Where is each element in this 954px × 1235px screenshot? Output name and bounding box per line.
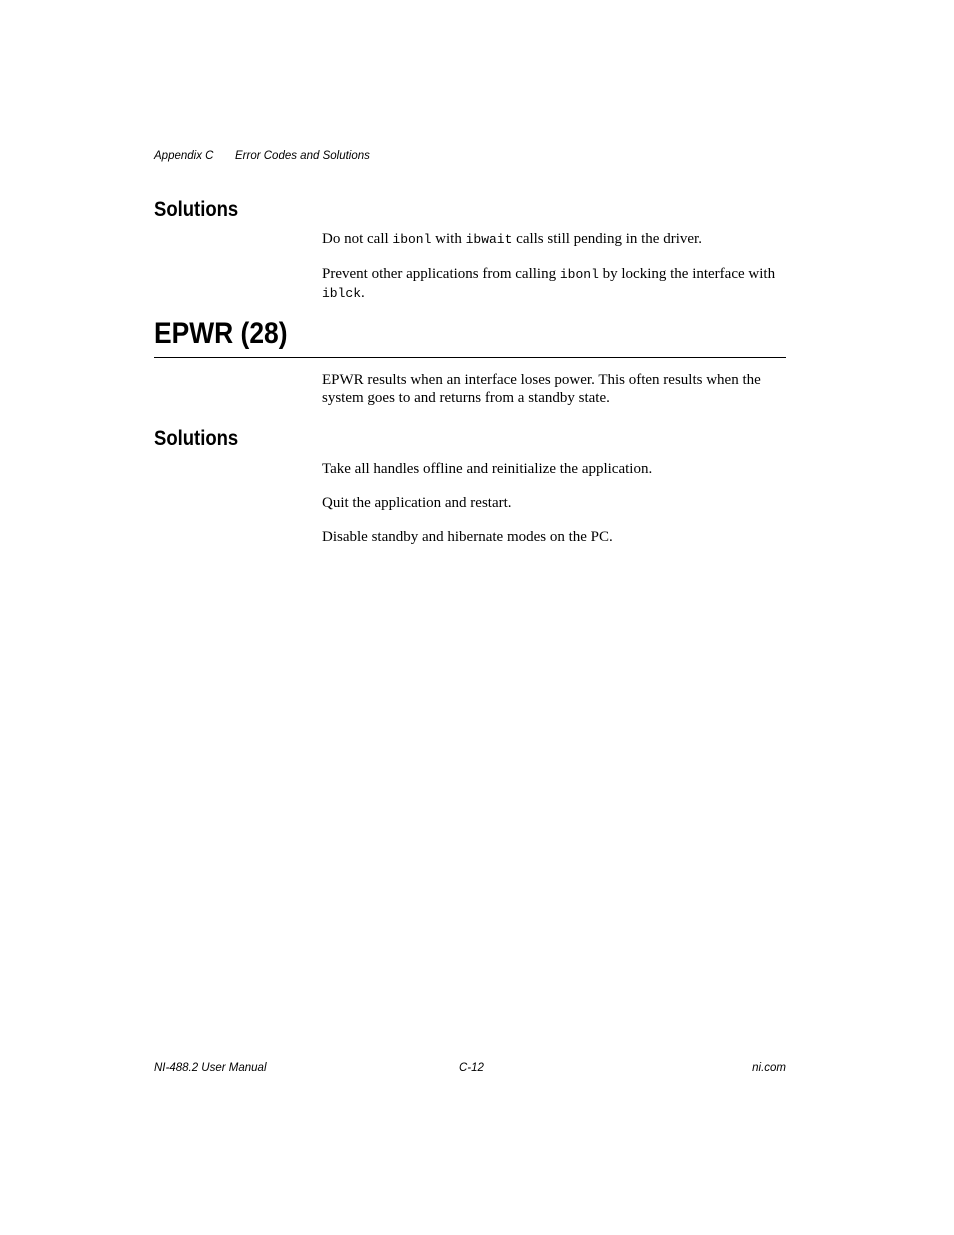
code-ibonl: ibonl <box>392 232 432 247</box>
text-run: calls still pending in the driver. <box>512 231 702 247</box>
error-description: EPWR results when an interface loses power. This often results when the system goes to and returns from a standby state. <box>322 372 761 406</box>
solution-paragraph-1 <box>322 230 786 249</box>
solution-item-1: Take all handles offline and reinitialize the application. <box>322 461 653 477</box>
running-header <box>154 150 370 162</box>
error-title: EPWR (28) <box>154 317 288 350</box>
code-ibonl: ibonl <box>559 267 599 282</box>
solution-paragraph-2 <box>322 265 786 303</box>
footer-website: ni.com <box>752 1062 786 1074</box>
text-run: with <box>431 231 466 247</box>
code-ibwait: ibwait <box>465 232 513 247</box>
header-chapter-title: Error Codes and Solutions <box>235 150 370 162</box>
text-run: Do not call <box>322 231 393 247</box>
footer-manual-title: NI-488.2 User Manual <box>154 1062 267 1074</box>
solutions-heading-2: Solutions <box>154 427 239 450</box>
footer-page-number: C-12 <box>459 1062 484 1074</box>
solution-item-2: Quit the application and restart. <box>322 495 512 511</box>
text-run: by locking the interface with <box>598 266 776 282</box>
text-run: Prevent other applications from calling <box>322 266 560 282</box>
title-rule <box>154 357 786 358</box>
solutions-heading-1: Solutions <box>154 198 239 221</box>
header-appendix: Appendix C <box>154 150 214 162</box>
text-run: . <box>361 285 365 301</box>
solution-item-3: Disable standby and hibernate modes on the PC. <box>322 529 613 545</box>
code-iblck: iblck <box>322 286 362 301</box>
